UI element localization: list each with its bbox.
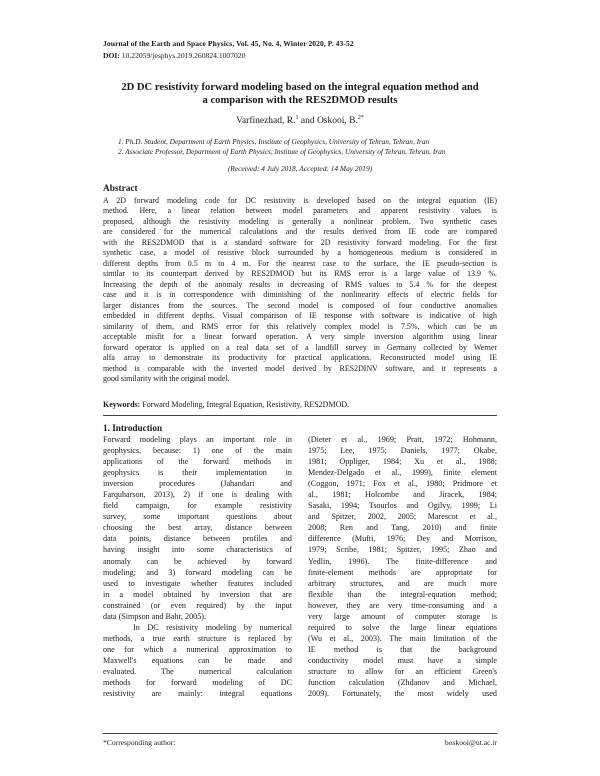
body-text-line: and Spitzer, 2002, 2005; Marescot et al.,: [308, 512, 497, 522]
body-text-line: arbitrary structures, and are much more: [308, 578, 497, 588]
abstract-line: proposed, although the resistivity modeling is generally a nonlinear problem. Two synthetic cases: [103, 216, 497, 226]
abstract-line: good similarity with the original model.: [103, 373, 230, 383]
abstract-line: embedded in different depths. Visual comparison of IE response with software is indicative of high: [103, 311, 497, 321]
body-text-line: 2009). Fortunately, the most widely used: [308, 689, 497, 699]
abstract-line: with the RES2DMOD that is a standard software for 2D resistivity forward modeling. For the first: [103, 237, 497, 247]
body-text-line: Yedlin, 1996). The finite-difference and: [308, 556, 497, 566]
title-line-2: a comparison with the RES2DMOD results: [202, 94, 398, 106]
doi-value[interactable]: 10.22059/jesphys.2019.260824.1007020: [121, 51, 246, 60]
paper-title: [103, 82, 497, 107]
body-text-line: evaluated. The numerical calculation: [103, 666, 292, 676]
abstract-line: case and it is in correspondence with diminishing of the nonlinearity effects of electric fields for: [103, 290, 497, 300]
body-text-line: applications of the forward methods in: [103, 457, 292, 467]
abstract-line: are considered for the numerical calculations and the results derived from IE code are compared: [103, 227, 497, 237]
body-text-line: survey, some important questions about: [103, 512, 292, 522]
body-text-line: 1975; Lee, 1975; Daniels, 1977; Okabe,: [308, 446, 497, 456]
section-heading-introduction: 1. Introduction: [103, 423, 163, 433]
body-text-line: constrained (or even required) by the input: [103, 600, 292, 610]
body-text-line: Farquharson, 2013), 2) if one is dealing with: [103, 490, 292, 500]
abstract-line: different depths from 0.5 m to 4 m. For the nearest case to the surface, the IE pseudo-section is: [103, 258, 497, 268]
abstract-heading: Abstract: [103, 184, 138, 194]
body-column-right: [308, 434, 497, 699]
body-text-line: modeling; and 3) forward modeling can be: [103, 567, 292, 577]
body-text-line: In DC resistivity modeling by numerical: [103, 622, 292, 632]
body-text-line: methods, a true earth structure is replaced by: [103, 633, 292, 643]
body-text-line: field campaign, for example resistivity: [103, 501, 292, 511]
author-1-affiliation-mark: 1: [295, 115, 299, 121]
body-text-line: used to investigate whether features included: [103, 578, 292, 588]
body-text-line: flexible than the integral-equation method;: [308, 589, 497, 599]
body-text-line: data points, distance between profiles and: [103, 534, 292, 544]
keywords-label: Keywords:: [103, 400, 141, 409]
body-text-line: conductivity model must have a simple: [308, 655, 497, 665]
abstract-line: forward operator is applied on a real data set of a landfill survey in Germany collected by Werner: [103, 342, 497, 352]
keywords: [103, 400, 497, 409]
body-text-line: function calculation (Zhdanov and Michael,: [308, 678, 497, 688]
author-2-affiliation-mark: 2*: [357, 115, 364, 121]
body-text-line: Maxwell's equations can be made and: [103, 655, 292, 665]
abstract-line: acceptable misfit for a linear forward operation. A very simple inversion algorithm using linear: [103, 332, 497, 342]
body-text-line: data (Simpson and Bahr, 2005).: [103, 611, 207, 621]
author-1: Varfinezhad, R.: [236, 116, 296, 127]
body-text-line: 1981; Oppliger, 1984; Xu et al., 1988;: [308, 457, 497, 467]
body-text-line: Sasaki, 1994; Tsourlos and Ogilvy, 1999; Li: [308, 501, 497, 511]
abstract-line: Increasing the depth of the anomaly results in decreasing of RMS values to 5.4 % for the deepest: [103, 279, 497, 289]
body-text-line: resistivity are mainly: integral equations: [103, 689, 292, 699]
doi-line: [103, 51, 245, 60]
author-2: and Oskooi, B.: [298, 116, 358, 127]
corresponding-email[interactable]: boskooi@ut.ac.ir: [444, 738, 497, 747]
keywords-text: Forward Modeling, Integral Equation, Resistivity, RES2DMOD.: [140, 400, 350, 409]
abstract-line: synthetic case, a model of resistive block surrounded by a homogeneous medium is considered in: [103, 248, 497, 258]
footnote-divider: [103, 733, 497, 734]
received-accepted-dates: (Received: 4 July 2018, Accepted: 14 May 2019): [227, 164, 373, 173]
abstract-line: method. Here, a linear relation between model parameters and apparent resistivity values is: [103, 206, 497, 216]
body-text-line: IE method is that the background: [308, 644, 497, 654]
abstract-line: larger distances from the sources. The second model is composed of four conductive anomalies: [103, 300, 497, 310]
body-text-line: choosing the best array, distance between: [103, 523, 292, 533]
body-text-line: inversion procedures (Jahandari and: [103, 479, 292, 489]
body-text-line: one for which a numerical approximation to: [103, 644, 292, 654]
body-text-line: 2008; Ren and Tang, 2010) and finite: [308, 523, 497, 533]
abstract-line: similarity of them, and RMS error for this relatively complex model is 7.5%, which can be an: [103, 321, 497, 331]
abstract-line: A 2D forward modeling code for DC resistivity is developed based on the integral equation (IE): [103, 196, 497, 205]
body-text-line: structure to allow for an efficient Green's: [308, 666, 497, 676]
body-text-line: (Coggon, 1971; Fox et al., 1980; Pridmore et: [308, 479, 497, 489]
body-text-line: very large amount of computer storage is: [308, 611, 497, 621]
body-text-line: methods for forward modeling of DC: [103, 678, 292, 688]
body-text-line: Mendez-Delgado et al., 1999), finite element: [308, 468, 497, 478]
body-text-line: 1979; Scribe, 1981; Spitzer, 1995; Zhao and: [308, 545, 497, 555]
body-text-line: anomaly can be achieved by forward: [103, 556, 292, 566]
abstract-body: [103, 196, 497, 384]
corresponding-author-note: *Corresponding author:: [103, 738, 176, 747]
body-text-line: geophysics is their implementation in: [103, 468, 292, 478]
affiliation-1: 1. Ph.D. Student, Department of Earth Physics, Institute of Geophysics, University of Tehran, Tehran, Iran: [118, 137, 430, 146]
body-text-line: required to solve the large linear equations: [308, 622, 497, 632]
abstract-line: similar to its counterpart derived by RES2DMOD but its RMS error is a large value of 13.9 %.: [103, 269, 497, 279]
body-text-line: having insight into some characteristics of: [103, 545, 292, 555]
abstract-line: method is comparable with the inverted model derived by RES2DINV software, and it represents a: [103, 363, 497, 373]
doi-label: DOI:: [103, 51, 120, 60]
body-text-line: al., 1981; Holcombe and Jiracek, 1984;: [308, 490, 497, 500]
author-list: [103, 115, 497, 126]
body-text-line: (Wu et al., 2003). The main limitation of the: [308, 633, 497, 643]
body-text-line: in a model obtained by inversion that are: [103, 589, 292, 599]
body-text-line: finite-element methods are appropriate for: [308, 567, 497, 577]
title-line-1: 2D DC resistivity forward modeling based on the integral equation method and: [121, 82, 479, 93]
body-text-line: Forward modeling plays an important role in: [103, 435, 292, 444]
body-text-line: (Dieter et al., 1969; Pratt, 1972; Hohmann,: [308, 435, 497, 444]
body-text-line: however, they are very time-consuming and a: [308, 600, 497, 610]
abstract-line: alfa array to demonstrate its productivity for practical applications. Reconstructed model using IE: [103, 353, 497, 363]
journal-citation: Journal of the Earth and Space Physics, Vol. 45, No. 4, Winter 2020, P. 43-52: [103, 39, 354, 48]
body-text-line: difference (Mufti, 1976; Dey and Morrison,: [308, 534, 497, 544]
body-text-line: geophysics, because: 1) one of the main: [103, 446, 292, 456]
section-divider: [103, 415, 497, 416]
body-column-left: [103, 434, 292, 699]
affiliation-2: 2. Associate Professor, Department of Earth Physics, Institute of Geophysics, University of Tehran, Tehran, Iran: [118, 147, 446, 156]
